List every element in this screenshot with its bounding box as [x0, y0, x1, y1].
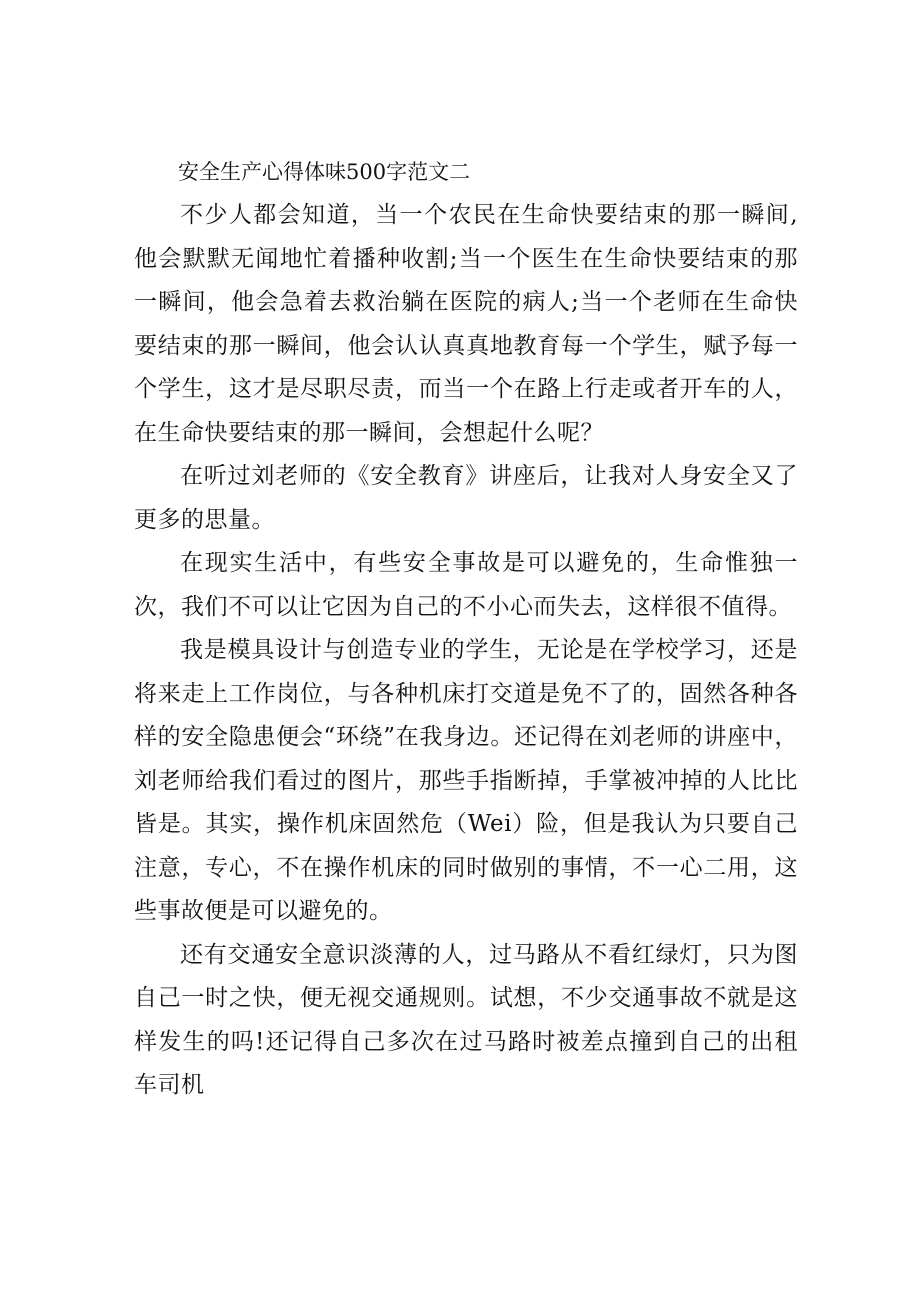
paragraph-1: 不少人都会知道，当一个农民在生命快要结束的那一瞬间,他会默默无闻地忙着播种收割;当一个医生在生命快要结束的那一瞬间，他会急着去救治躺在医院的病人;当一个老师在生命快要结束的那一瞬间，他会认认真真地教育每一个学生，赋予每一个学生，这才是尽职尽责，而当一个在路上行走或者开车的人，在生命快要结束的那一瞬间，会想起什么呢？: [134, 202, 798, 446]
paragraph-4: 我是模具设计与创造专业的学生，无论是在学校学习，还是将来走上工作岗位，与各种机床打交道是免不了的，固然各种各样的安全隐患便会“环绕”在我身边。还记得在刘老师的讲座中，刘老师给我们看过的图片，那些手指断掉，手掌被冲掉的人比比皆是。其实，操作机床固然危（Wei）险，但是我认为只要自己注意，专心，不在操作机床的同时做别的事情，不一心二用，这些事故便是可以避免的。: [134, 637, 798, 924]
document-title: 安全生产心得体味500字范文二: [178, 160, 471, 184]
paragraph-3: 在现实生活中，有些安全事故是可以避免的，生命惟独一次，我们不可以让它因为自己的不小心而失去，这样很不值得。: [134, 550, 798, 620]
paragraph-5: 还有交通安全意识淡薄的人，过马路从不看红绿灯，只为图自己一时之快，便无视交通规则。试想，不少交通事故不就是这样发生的吗!还记得自己多次在过马路时被差点撞到自己的出租车司机: [134, 941, 798, 1098]
document-page: [134, 150, 798, 1108]
paragraph-2: 在听过刘老师的《安全教育》讲座后，让我对人身安全又了更多的思量。: [134, 463, 798, 533]
